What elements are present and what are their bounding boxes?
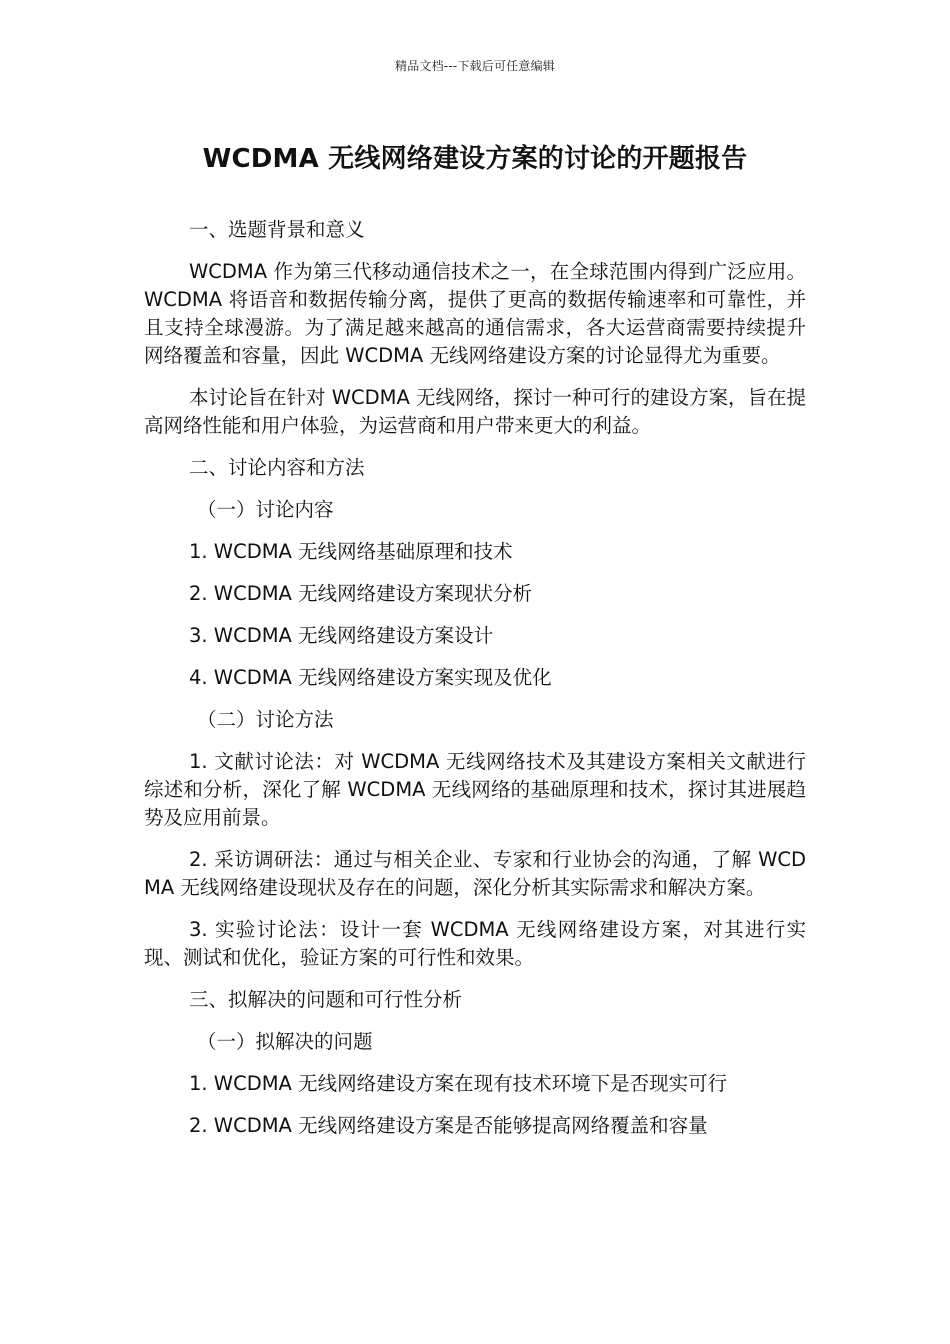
section-heading-1: 一、选题背景和意义 <box>189 218 365 241</box>
problem-item: 2. WCDMA 无线网络建设方案是否能够提高网络覆盖和容量 <box>189 1114 708 1137</box>
content-item: 3. WCDMA 无线网络建设方案设计 <box>189 624 494 647</box>
content-item: 2. WCDMA 无线网络建设方案现状分析 <box>189 582 533 605</box>
paragraph-background: WCDMA 作为第三代移动通信技术之一，在全球范围内得到广泛应用。WCDMA 将语音和数据传输分离，提供了更高的数据传输速率和可靠性，并且支持全球漫游。为了满足越来越高的通信需求，各大运营商需要持续提升网络覆盖和容量，因此 WCDMA 无线网络建设方案的讨论显得尤为重要。 <box>144 260 806 367</box>
problem-item: 1. WCDMA 无线网络建设方案在现有技术环境下是否现实可行 <box>189 1072 728 1095</box>
document-title: WCDMA 无线网络建设方案的讨论的开题报告 <box>202 144 748 174</box>
content-item: 1. WCDMA 无线网络基础原理和技术 <box>189 540 513 563</box>
subsection-heading-content: （一）讨论内容 <box>197 498 334 521</box>
method-paragraph: 3. 实验讨论法：设计一套 WCDMA 无线网络建设方案，对其进行实现、测试和优化，验证方案的可行性和效果。 <box>144 918 806 969</box>
section-heading-3: 三、拟解决的问题和可行性分析 <box>189 988 463 1011</box>
header-note: 精品文档---下载后可任意编辑 <box>395 59 555 73</box>
subsection-heading-methods: （二）讨论方法 <box>197 708 334 731</box>
content-item: 4. WCDMA 无线网络建设方案实现及优化 <box>189 666 552 689</box>
method-paragraph: 1. 文献讨论法：对 WCDMA 无线网络技术及其建设方案相关文献进行综述和分析，深化了解 WCDMA 无线网络的基础原理和技术，探讨其进展趋势及应用前景。 <box>144 750 806 829</box>
subsection-heading-problems: （一）拟解决的问题 <box>197 1030 373 1053</box>
paragraph-purpose: 本讨论旨在针对 WCDMA 无线网络，探讨一种可行的建设方案，旨在提高网络性能和用户体验，为运营商和用户带来更大的利益。 <box>144 386 806 437</box>
document-body <box>144 216 806 1154</box>
method-paragraph: 2. 采访调研法：通过与相关企业、专家和行业协会的沟通，了解 WCDMA 无线网络建设现状及存在的问题，深化分析其实际需求和解决方案。 <box>144 848 806 899</box>
section-heading-2: 二、讨论内容和方法 <box>189 456 365 479</box>
